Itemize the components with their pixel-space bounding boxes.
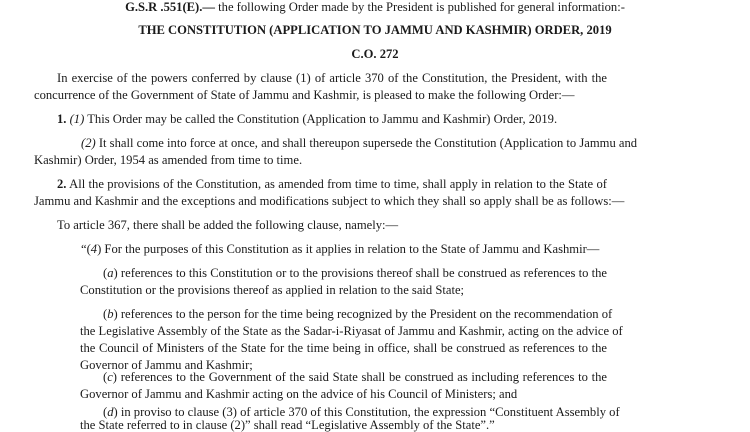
- article-intro: To article 367, there shall be added the following clause, namely:—: [57, 218, 399, 232]
- item-d-label: d: [107, 405, 114, 419]
- para2-number: 2.: [57, 177, 67, 191]
- clause-4-open-quote: “(: [81, 242, 91, 256]
- item-b-label: b: [107, 307, 114, 321]
- para2-text: All the provisions of the Constitution, as amended from time to time, shall apply in relation to the State of: [66, 177, 607, 191]
- item-a-line-2: Constitution or the provisions thereof as applied in relation to the said State;: [80, 283, 465, 297]
- item-d-line-1: (d) in proviso to clause (3) of article 370 of this Constitution, the expression “Constituent Assembly of: [103, 405, 620, 419]
- item-d-text: in proviso to clause (3) of article 370 of this Constitution, the expression “Constituent Assembly of: [117, 405, 620, 419]
- clause-4-number: 4: [90, 242, 98, 256]
- para2-line-1: [57, 177, 607, 191]
- item-b-text: references to the person for the time being recognized by the President on the recommendation of: [117, 307, 613, 321]
- para1-number: 1.: [57, 112, 67, 126]
- item-c-line-2: Governor of Jammu and Kashmir acting on the advice of his Council of Ministers; and: [80, 387, 518, 401]
- para1-sub2-line-2: Kashmir) Order, 1954 as amended from time to time.: [34, 153, 303, 167]
- item-b-line-1: (b) references to the person for the time being recognized by the President on the recommendation of: [103, 307, 613, 321]
- clause-4-heading: [81, 242, 599, 256]
- para1-sub2-number: (2): [81, 136, 96, 150]
- item-d-line-2: the State referred to in clause (2)” shall read “Legislative Assembly of the State”.”: [80, 418, 495, 432]
- item-a-text: references to this Constitution or to the provisions thereof shall be construed as references to the: [117, 266, 607, 280]
- para1-sub1-number: (1): [69, 112, 85, 126]
- item-b-line-2: the Legislative Assembly of the State as the Sadar-i-Riyasat of Jammu and Kashmir, acting on the advice of: [80, 324, 623, 338]
- preamble-line-1: In exercise of the powers conferred by clause (1) of article 370 of the Constitution, the President, with the: [57, 71, 607, 85]
- para1-sub1-text: This Order may be called the Constitution (Application to Jammu and Kashmir) Order, 2019.: [84, 112, 558, 126]
- gsr-notice: [0, 0, 750, 14]
- item-b-line-4: Governor of Jammu and Kashmir;: [80, 358, 253, 372]
- para1-sub2-text: It shall come into force at once, and shall thereupon supersede the Constitution (Application to Jammu and: [95, 136, 638, 150]
- preamble-line-2: concurrence of the Government of State of Jammu and Kashmir, is pleased to make the following Order:—: [34, 88, 575, 102]
- para2-line-2: Jammu and Kashmir and the exceptions and modifications subject to which they shall so apply shall be as follows:—: [34, 194, 625, 208]
- para1-sub2-line-1: [81, 136, 638, 150]
- order-number: C.O. 272: [351, 47, 399, 61]
- clause-4-text: ) For the purposes of this Constitution as it applies in relation to the State of Jammu and Kashmir—: [97, 242, 600, 256]
- gsr-text: the following Order made by the President is published for general information:-: [215, 0, 625, 14]
- item-a-line-1: (a) references to this Constitution or to the provisions thereof shall be construed as references to the: [103, 266, 607, 280]
- order-title: THE CONSTITUTION (APPLICATION TO JAMMU AND KASHMIR) ORDER, 2019: [138, 23, 612, 37]
- para1-sub1: [57, 112, 557, 126]
- gsr-label: G.S.R .551(E).—: [125, 0, 215, 14]
- item-c-label: c: [107, 370, 113, 384]
- item-b-line-3: the Council of Ministers of the State for the time being in office, shall be construed as references to the: [80, 341, 607, 355]
- item-c-text: references to the Government of the said State shall be construed as including references to the: [117, 370, 607, 384]
- item-a-label: a: [107, 266, 114, 280]
- item-c-line-1: (c) references to the Government of the said State shall be construed as including references to the: [103, 370, 607, 384]
